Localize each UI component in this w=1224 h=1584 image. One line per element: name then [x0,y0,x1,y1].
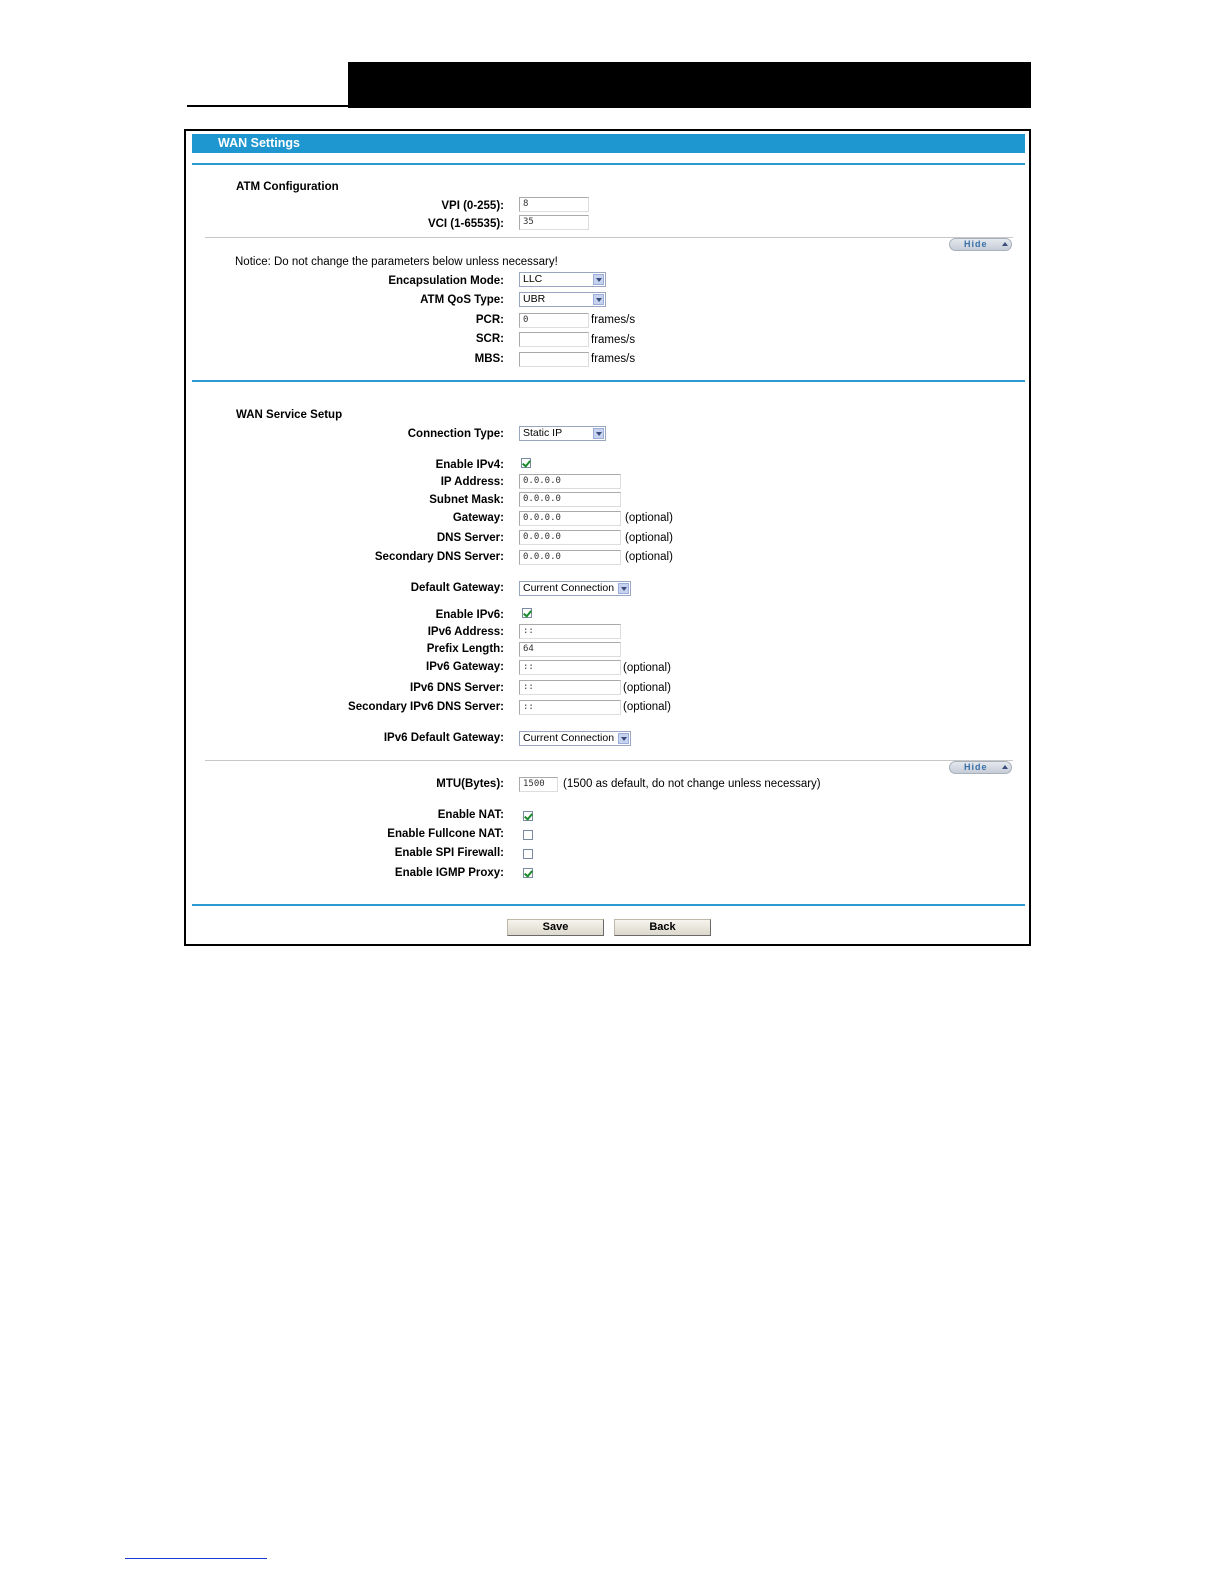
save-button[interactable]: Save [507,919,604,936]
dns-server-input[interactable]: 0.0.0.0 [519,530,621,545]
vci-input[interactable]: 35 [519,215,589,230]
dns-server-label: DNS Server: [436,532,504,544]
hide-advanced-button[interactable] [949,238,1012,251]
footer-link-underline [125,1558,267,1559]
ipv6-default-gateway-select[interactable] [519,731,631,746]
encapsulation-select[interactable] [519,272,606,287]
default-gateway-label: Default Gateway: [410,582,504,594]
chevron-down-icon [593,274,604,285]
enable-fullcone-nat-checkbox[interactable] [523,830,533,840]
enable-nat-checkbox[interactable] [523,811,533,821]
qos-label: ATM QoS Type: [420,294,504,306]
scr-input[interactable] [519,332,589,347]
pcr-unit: frames/s [591,314,636,326]
secondary-ipv6-dns-optional-note: (optional) [623,701,671,713]
enable-spi-firewall-label: Enable SPI Firewall: [394,847,504,859]
mtu-note: (1500 as default, do not change unless necessary) [563,778,821,790]
enable-igmp-proxy-checkbox[interactable] [523,868,533,878]
ipv6-dns-label: IPv6 DNS Server: [410,682,504,694]
ip-address-input[interactable]: 0.0.0.0 [519,474,621,489]
pcr-label: PCR: [475,314,504,326]
connection-type-select[interactable] [519,426,606,441]
enable-ipv6-checkbox[interactable] [522,608,532,618]
default-gateway-value: Current Connection [523,582,615,594]
page-title: WAN Settings [218,136,300,150]
chevron-down-icon [618,733,629,744]
ipv6-default-gateway-value: Current Connection [523,732,615,744]
title-bar [192,134,1025,153]
secondary-ipv6-dns-label: Secondary IPv6 DNS Server: [348,701,504,713]
encapsulation-value: LLC [523,273,543,285]
wan-section-title: WAN Service Setup [236,409,343,421]
secondary-dns-label: Secondary DNS Server: [374,551,504,563]
pcr-input[interactable]: 0 [519,313,589,328]
mtu-input[interactable]: 1500 [519,777,558,792]
scr-unit: frames/s [591,334,636,346]
enable-ipv6-label: Enable IPv6: [435,609,504,621]
encapsulation-label: Encapsulation Mode: [388,275,504,287]
divider [192,380,1025,382]
ipv6-address-input[interactable]: :: [519,624,621,639]
subnet-mask-input[interactable]: 0.0.0.0 [519,492,621,507]
ipv6-gateway-label: IPv6 Gateway: [426,661,504,673]
gateway-label: Gateway: [452,512,504,524]
vpi-input[interactable]: 8 [519,197,589,212]
enable-ipv4-label: Enable IPv4: [435,459,504,471]
divider [205,760,1013,761]
chevron-down-icon [618,583,629,594]
caret-up-icon [1002,765,1008,769]
hide-button-label: Hide [964,239,988,249]
dns-optional-note: (optional) [625,532,673,544]
caret-up-icon [1002,242,1008,246]
secondary-ipv6-dns-input[interactable]: :: [519,700,621,715]
vci-label: VCI (1-65535): [427,218,504,230]
subnet-mask-label: Subnet Mask: [429,494,504,506]
ipv6-dns-optional-note: (optional) [623,682,671,694]
enable-nat-label: Enable NAT: [437,809,504,821]
document-header-block [348,62,1031,108]
document-header-rule [187,105,1031,107]
prefix-length-label: Prefix Length: [426,643,504,655]
mtu-label: MTU(Bytes): [436,778,504,790]
mbs-input[interactable] [519,352,589,367]
ipv6-dns-input[interactable]: :: [519,680,621,695]
prefix-length-input[interactable]: 64 [519,642,621,657]
ipv6-gateway-optional-note: (optional) [623,662,671,674]
qos-value: UBR [523,293,546,305]
divider [192,904,1025,906]
ipv6-default-gateway-label: IPv6 Default Gateway: [383,732,504,744]
enable-fullcone-nat-label: Enable Fullcone NAT: [387,828,504,840]
connection-type-label: Connection Type: [407,428,504,440]
ipv6-gateway-input[interactable]: :: [519,660,621,675]
scr-label: SCR: [475,333,504,345]
secondary-dns-input[interactable]: 0.0.0.0 [519,550,621,565]
atm-section-title: ATM Configuration [236,181,339,193]
back-button[interactable]: Back [614,919,711,936]
enable-ipv4-checkbox[interactable] [521,458,531,468]
connection-type-value: Static IP [523,427,563,439]
gateway-optional-note: (optional) [625,512,673,524]
mbs-label: MBS: [474,353,504,365]
vpi-label: VPI (0-255): [441,200,504,212]
gateway-input[interactable]: 0.0.0.0 [519,511,621,526]
enable-spi-firewall-checkbox[interactable] [523,849,533,859]
enable-igmp-proxy-label: Enable IGMP Proxy: [394,867,504,879]
hide-button-label: Hide [964,762,988,772]
hide-misc-button[interactable] [949,761,1012,774]
ip-address-label: IP Address: [440,476,504,488]
ipv6-address-label: IPv6 Address: [427,626,504,638]
default-gateway-select[interactable] [519,581,631,596]
chevron-down-icon [593,428,604,439]
qos-select[interactable] [519,292,606,307]
divider [205,237,1013,238]
secondary-dns-optional-note: (optional) [625,551,673,563]
mbs-unit: frames/s [591,353,636,365]
divider [192,163,1025,165]
chevron-down-icon [593,294,604,305]
notice-text: Notice: Do not change the parameters below unless necessary! [235,256,558,268]
